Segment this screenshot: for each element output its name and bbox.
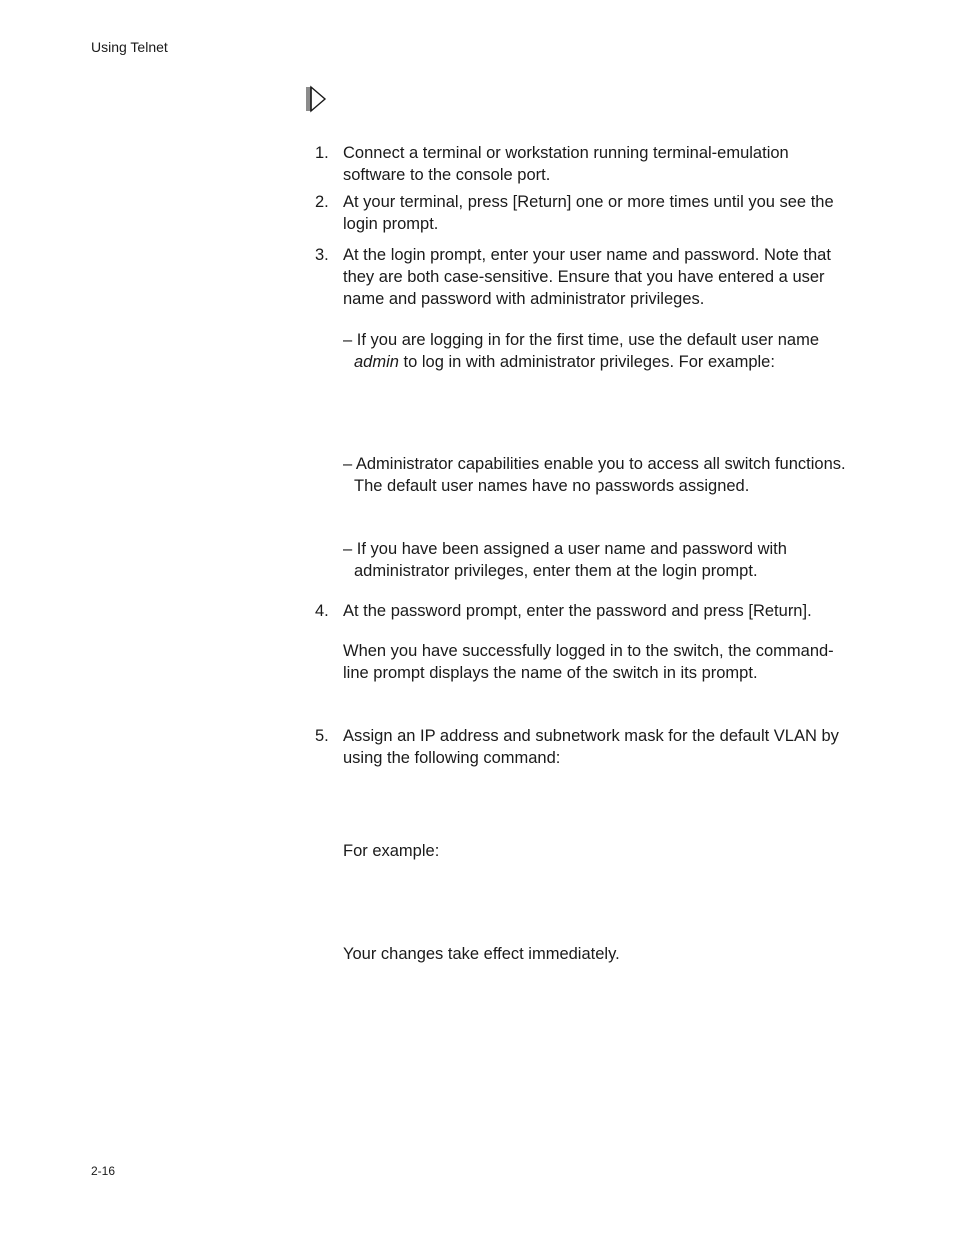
arrow-marker-icon: [305, 85, 327, 113]
example-label: For example:: [343, 842, 440, 860]
step-number: 4.: [315, 602, 329, 620]
bullet-text: – If you have been assigned a user name and password with administrator privileges, enter them at the login prompt.: [343, 540, 787, 580]
step-3-bullet-first-login: [343, 329, 855, 373]
step-number: 3.: [315, 246, 329, 264]
step-3-bullet-admin-capabilities: [343, 453, 855, 497]
step-number: 1.: [315, 144, 329, 162]
bullet-text: to log in with administrator privileges. For example:: [398, 353, 775, 371]
page-number: 2-16: [91, 1164, 116, 1178]
bullet-text: – If you are logging in for the first time, use the default user name: [343, 331, 820, 349]
running-header: Using Telnet: [91, 39, 168, 55]
closing-note: Your changes take effect immediately.: [343, 945, 620, 963]
bullet-text: – Administrator capabilities enable you to access all switch functions. The default user names have no passwords assigned.: [343, 455, 846, 495]
step-number: 5.: [315, 727, 329, 745]
step-text: Assign an IP address and subnetwork mask for the default VLAN by using the following command:: [343, 727, 839, 767]
step-text: Connect a terminal or workstation running terminal-emulation software to the console port.: [343, 144, 789, 184]
step-text: At the login prompt, enter your user name and password. Note that they are both case-sensitive. Ensure that you have entered a user name and password with administrator privileges.: [343, 246, 831, 308]
step-4-note: When you have successfully logged in to the switch, the command-line prompt displays the name of the switch in its prompt.: [343, 642, 834, 682]
step-text: At your terminal, press [Return] one or more times until you see the login prompt.: [343, 193, 834, 233]
default-username: admin: [354, 353, 399, 371]
step-text: At the password prompt, enter the password and press [Return].: [343, 602, 812, 620]
step-3-bullet-assigned-credentials: [343, 538, 855, 582]
step-number: 2.: [315, 193, 329, 211]
